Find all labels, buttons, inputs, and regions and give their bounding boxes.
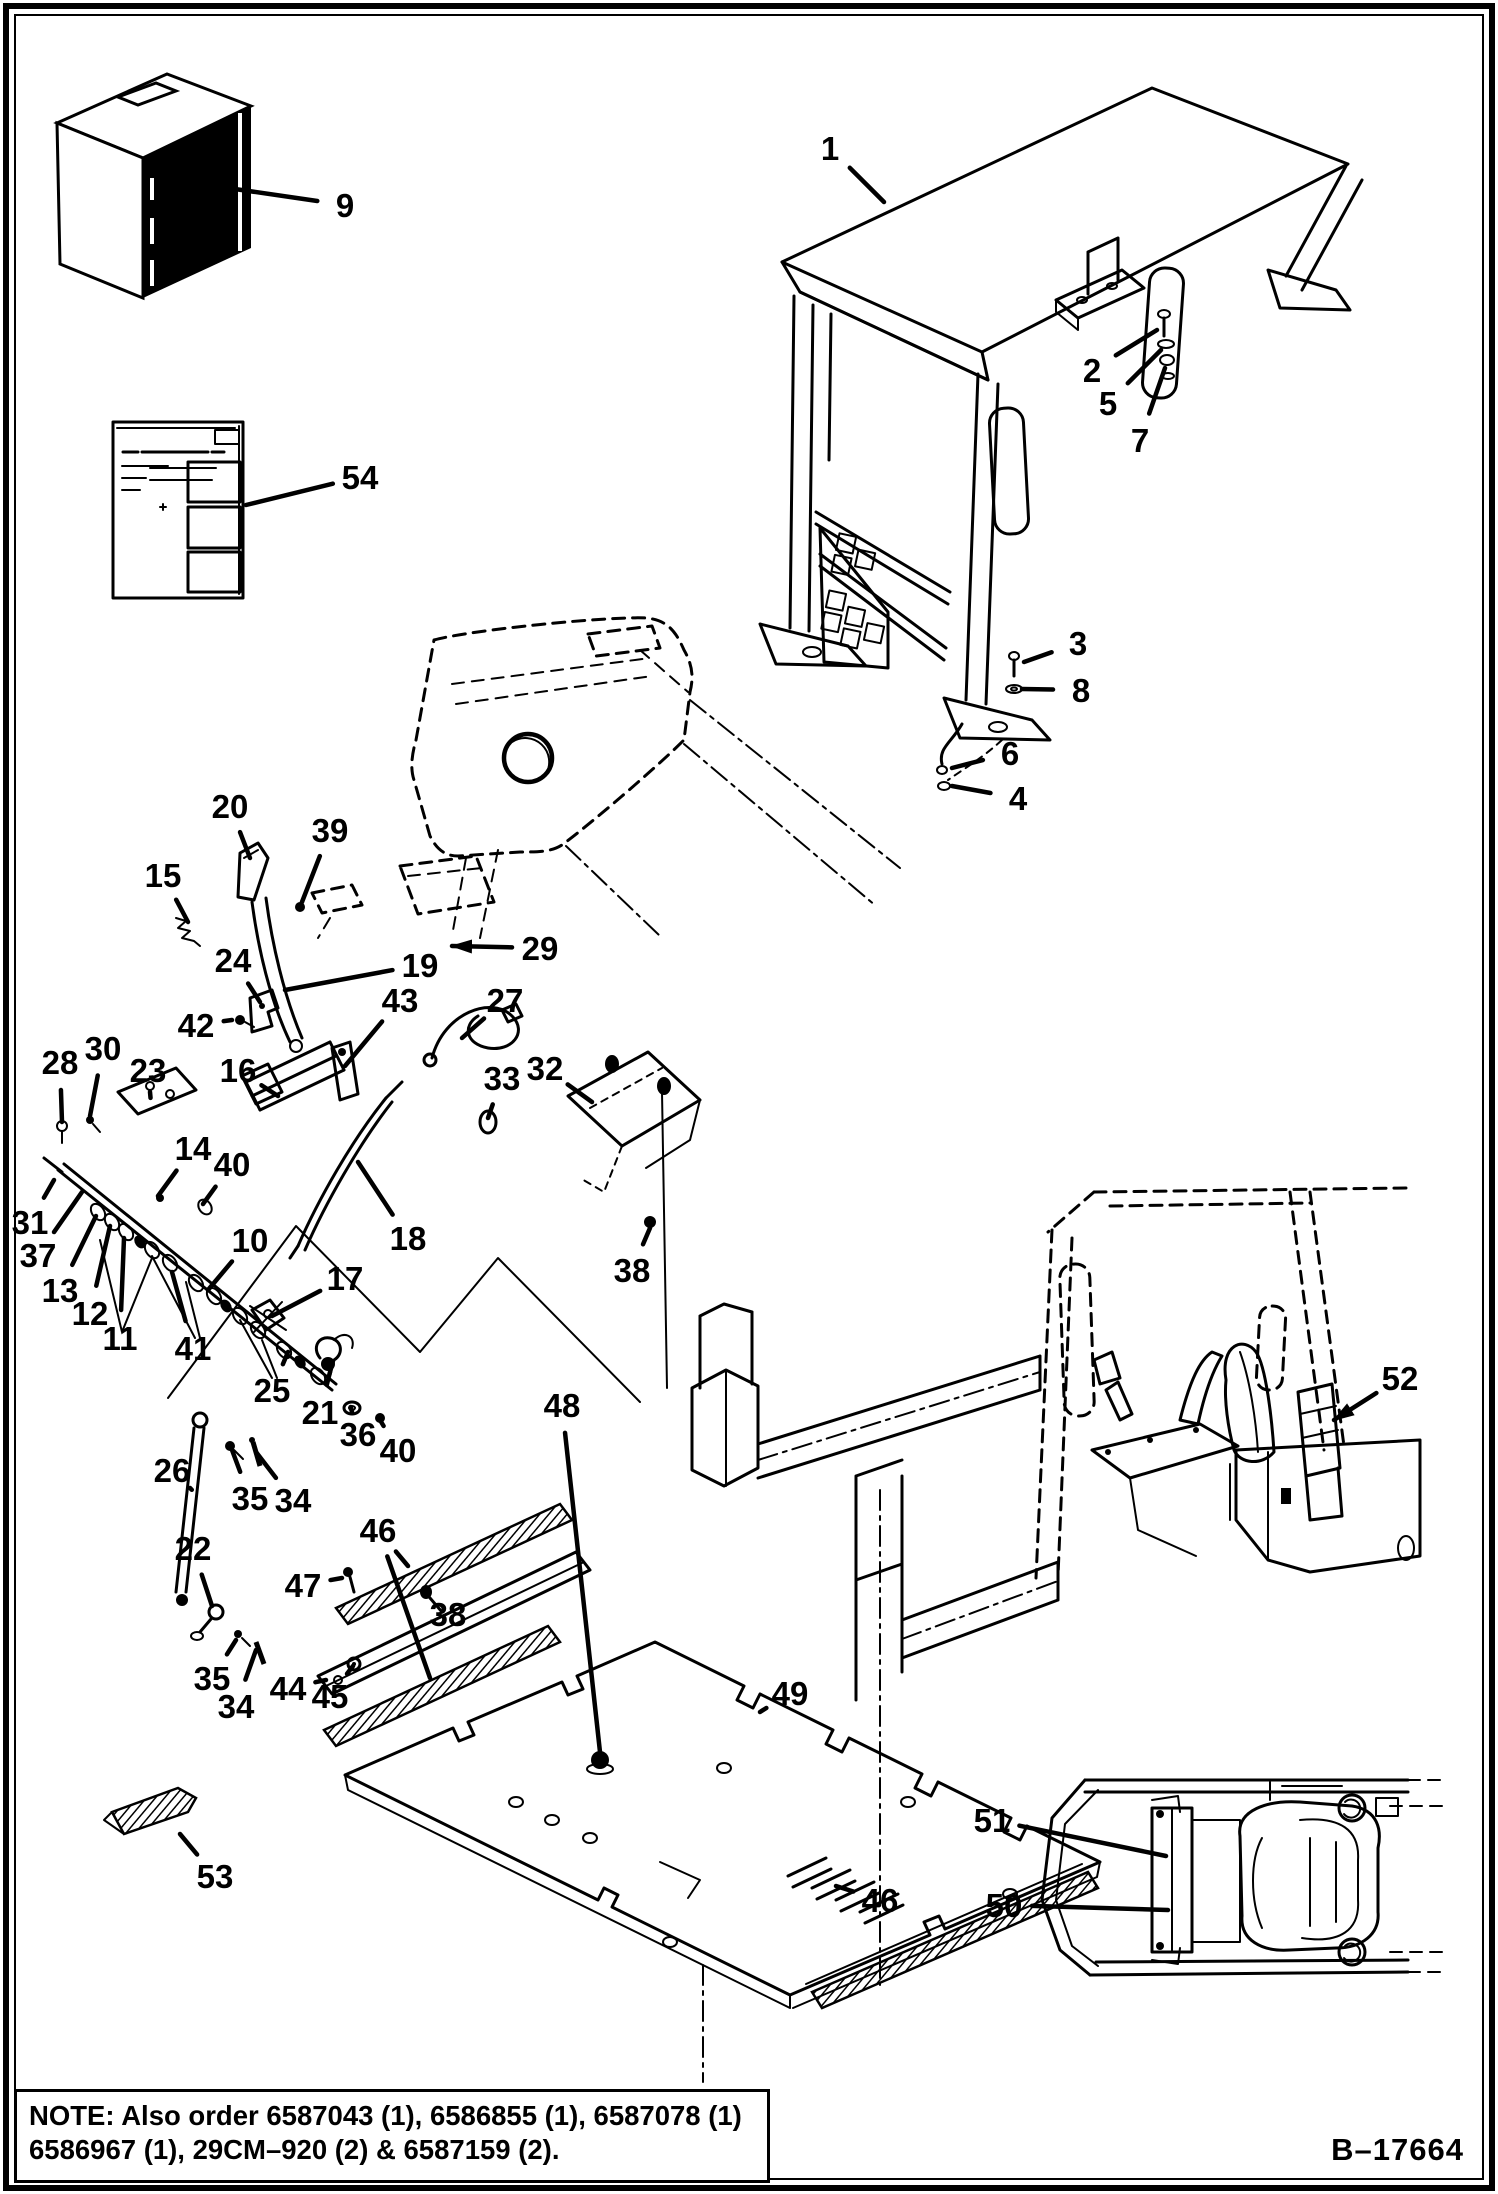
callout-leader-18	[358, 1162, 393, 1215]
top-view-inset-art	[1042, 1780, 1444, 1975]
callout-leader-46	[396, 1552, 408, 1566]
callout-leader-31	[44, 1180, 54, 1198]
callout-46: 46	[861, 1882, 899, 1919]
note-box	[14, 2089, 770, 2183]
callout-leader-11	[121, 1238, 124, 1310]
callout-42: 42	[177, 1007, 215, 1044]
callout-46: 46	[359, 1512, 397, 1549]
side-view-inset-art	[1036, 1188, 1420, 1578]
callout-leader-39	[302, 856, 320, 902]
callout-11: 11	[102, 1320, 138, 1357]
callout-leader-14	[158, 1171, 177, 1196]
callout-35: 35	[231, 1480, 269, 1517]
callout-22: 22	[174, 1530, 212, 1567]
instruction-sheet-art	[113, 422, 243, 598]
callout-4: 4	[1008, 780, 1028, 817]
callout-leader-20	[240, 832, 250, 858]
callout-leader-37	[54, 1192, 82, 1232]
callout-leader-29	[452, 946, 512, 947]
callout-leader-28	[61, 1090, 62, 1122]
callout-48: 48	[543, 1387, 581, 1424]
callout-leader-8	[1022, 689, 1053, 690]
callout-leader-4	[952, 786, 990, 793]
callout-leader-30	[90, 1076, 98, 1116]
note-line2: 6586967 (1), 29CM–920 (2) & 6587159 (2).	[29, 2133, 560, 2165]
callout-44: 44	[269, 1670, 307, 1707]
callout-30: 30	[84, 1030, 122, 1067]
callout-33: 33	[483, 1060, 521, 1097]
callout-37: 37	[19, 1237, 57, 1274]
callout-53: 53	[196, 1858, 234, 1895]
box-part-art	[57, 74, 251, 298]
callout-29: 29	[521, 930, 559, 967]
callout-15: 15	[144, 857, 182, 894]
callout-leader-42	[224, 1020, 232, 1021]
callout-54: 54	[341, 459, 379, 496]
callout-26: 26	[153, 1452, 191, 1489]
callout-51: 51	[973, 1802, 1011, 1839]
callout-31: 31	[11, 1204, 49, 1241]
callout-38: 38	[429, 1596, 467, 1633]
callout-43: 43	[381, 982, 419, 1019]
callout-36: 36	[339, 1416, 377, 1453]
callout-leader-53	[180, 1834, 197, 1854]
callout-leader-34	[245, 1650, 256, 1680]
callout-32: 32	[526, 1050, 564, 1087]
callout-39: 39	[311, 812, 349, 849]
floor-panel-art	[104, 1504, 1100, 2082]
callout-38: 38	[613, 1252, 651, 1289]
callout-leader-25	[283, 1352, 288, 1364]
callout-1: 1	[820, 130, 840, 167]
callout-10: 10	[231, 1222, 269, 1259]
callout-34: 34	[274, 1482, 312, 1519]
callout-leader-1	[850, 168, 884, 202]
note-line1: Also order 6587043 (1), 6586855 (1), 6587078 (1)	[121, 2100, 742, 2131]
callout-leader-10	[208, 1261, 232, 1290]
callout-7: 7	[1130, 422, 1150, 459]
callout-leader-3	[1024, 652, 1052, 662]
callout-52: 52	[1381, 1360, 1419, 1397]
callout-6: 6	[1000, 735, 1020, 772]
callout-leader-46	[836, 1886, 853, 1892]
callout-3: 3	[1068, 625, 1088, 662]
callout-leader-13	[72, 1216, 96, 1265]
callout-35: 35	[193, 1660, 231, 1697]
callout-49: 49	[771, 1675, 809, 1712]
callout-18: 18	[389, 1220, 427, 1257]
callout-leader-33	[488, 1104, 493, 1118]
callout-19: 19	[401, 947, 439, 984]
callout-40: 40	[213, 1146, 251, 1183]
callout-leader-47	[331, 1578, 342, 1580]
callout-28: 28	[41, 1044, 79, 1081]
drawing-number: B–17664	[1331, 2132, 1464, 2167]
callout-50: 50	[985, 1887, 1023, 1924]
callout-14: 14	[174, 1130, 212, 1167]
callout-leader-23	[150, 1092, 151, 1098]
callout-leader-38	[643, 1228, 650, 1244]
callout-5: 5	[1098, 385, 1118, 422]
callout-34: 34	[217, 1688, 255, 1725]
callout-47: 47	[284, 1567, 322, 1604]
callout-leader-22	[202, 1575, 212, 1606]
callout-leader-17	[272, 1291, 320, 1316]
callout-27: 27	[486, 982, 524, 1019]
callout-leader-48	[565, 1433, 600, 1752]
callout-20: 20	[211, 788, 249, 825]
cab-canopy-art	[760, 88, 1362, 790]
callout-leader-51	[1019, 1826, 1166, 1856]
callout-45: 45	[311, 1678, 349, 1715]
callout-leader-19	[285, 970, 392, 990]
callout-24: 24	[214, 942, 252, 979]
callout-leader-52	[1334, 1393, 1376, 1420]
callout-12: 12	[71, 1295, 109, 1332]
callout-leader-36	[351, 1407, 352, 1412]
callout-leader-2	[1116, 330, 1157, 355]
callout-16: 16	[219, 1052, 257, 1089]
callout-leader-40	[380, 1420, 384, 1426]
callout-leader-49	[760, 1708, 766, 1712]
callout-40: 40	[379, 1432, 417, 1469]
callout-13: 13	[41, 1272, 79, 1309]
callout-2: 2	[1082, 352, 1102, 389]
callout-layer	[12, 130, 1419, 1924]
callout-leader-38	[427, 1595, 428, 1596]
callout-leader-21	[327, 1372, 330, 1385]
callout-41: 41	[174, 1330, 212, 1367]
callout-8: 8	[1071, 672, 1091, 709]
callout-leader-50	[1032, 1906, 1168, 1910]
callout-leader-35	[227, 1640, 236, 1654]
note-label: NOTE:	[29, 2100, 115, 2131]
callout-23: 23	[129, 1052, 167, 1089]
callout-leader-7	[1149, 368, 1165, 414]
callout-9: 9	[335, 187, 355, 224]
callout-21: 21	[301, 1394, 339, 1431]
callout-leader-54	[246, 484, 333, 505]
callout-25: 25	[253, 1372, 291, 1409]
callout-17: 17	[326, 1260, 364, 1297]
